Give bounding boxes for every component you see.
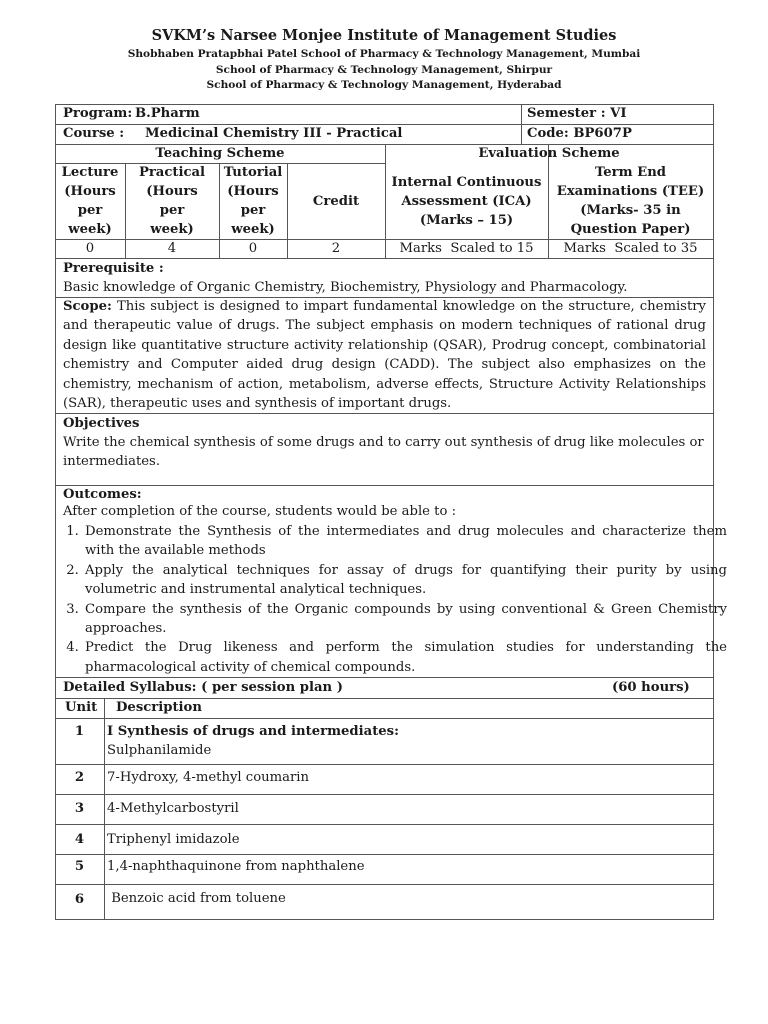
school-line-hyderabad: School of Pharmacy & Technology Management, Hyderabad xyxy=(206,79,562,91)
practical-value: 4 xyxy=(167,241,177,256)
unit-number: 4 xyxy=(74,832,85,847)
tee-header-line: Question Paper) xyxy=(570,222,691,237)
credit-value: 2 xyxy=(331,241,341,256)
table-border xyxy=(104,698,105,920)
tutorial-header-line: per xyxy=(240,203,266,218)
program-label: Program: xyxy=(63,106,133,121)
practical-header xyxy=(125,163,219,239)
credit-header: Credit xyxy=(312,193,360,209)
prerequisite-label: Prerequisite : xyxy=(63,261,164,276)
outcome-item: 3. Compare the synthesis of the Organic compounds by using conventional & Green Chemistry approaches. xyxy=(83,600,727,639)
course-label: Course : xyxy=(63,126,125,141)
table-border xyxy=(55,718,714,719)
unit-description: Benzoic acid from toluene xyxy=(107,891,286,906)
tutorial-header xyxy=(219,163,287,239)
program-value: B.Pharm xyxy=(135,106,200,121)
outcome-item: 2. Apply the analytical techniques for assay of drugs for quantifying their purity by using volumetric and instrumental analytical techniques. xyxy=(83,561,727,600)
unit-description: 1,4-naphthaquinone from naphthalene xyxy=(107,859,365,874)
unit-number: 6 xyxy=(74,892,85,907)
course-code: Code: BP607P xyxy=(527,126,632,141)
tee-header xyxy=(548,144,713,239)
unit-description: 7-Hydroxy, 4-methyl coumarin xyxy=(107,770,310,785)
outcomes-list xyxy=(63,522,727,677)
practical-header-line: per xyxy=(159,203,185,218)
unit-description: 4-Methylcarbostyril xyxy=(107,801,239,816)
prerequisite-text: Basic knowledge of Organic Chemistry, Biochemistry, Physiology and Pharmacology. xyxy=(63,280,628,295)
tee-header-line: (Marks- 35 in xyxy=(580,203,681,218)
unit-description: Sulphanilamide xyxy=(107,743,212,758)
lecture-header-line: per xyxy=(77,203,103,218)
table-border xyxy=(713,104,714,920)
table-border xyxy=(55,919,714,920)
unit-column-header: Unit xyxy=(65,700,98,715)
unit-number: 3 xyxy=(74,801,85,816)
syllabus-label: Detailed Syllabus: ( per session plan ) xyxy=(63,680,343,695)
lecture-header-line: Lecture xyxy=(61,165,119,180)
lecture-header-line: (Hours xyxy=(64,184,116,199)
unit-number: 5 xyxy=(74,859,85,874)
tutorial-header-line: week) xyxy=(231,222,275,237)
school-line-mumbai: Shobhaben Pratapbhai Patel School of Pharmacy & Technology Management, Mumbai xyxy=(127,48,641,60)
practical-header-line: Practical xyxy=(138,165,206,180)
tutorial-header-line: Tutorial xyxy=(223,165,283,180)
semester: Semester : VI xyxy=(527,106,627,121)
practical-header-line: (Hours xyxy=(146,184,198,199)
ica-value: Marks Scaled to 15 xyxy=(399,241,534,256)
lecture-header-line: week) xyxy=(68,222,112,237)
ica-header-line: Internal Continuous xyxy=(391,174,542,190)
ica-header-line: Assessment (ICA) xyxy=(401,193,532,209)
table-border xyxy=(521,104,522,144)
description-column-header: Description xyxy=(116,700,202,715)
table-border xyxy=(55,854,714,855)
unit1-heading: I Synthesis of drugs and intermediates: xyxy=(107,724,399,739)
outcomes-label: Outcomes: xyxy=(63,487,142,502)
school-line-shirpur: School of Pharmacy & Technology Management, Shirpur xyxy=(215,64,553,76)
tee-value: Marks Scaled to 35 xyxy=(563,241,698,256)
table-border xyxy=(55,485,714,486)
tee-header-line: Examinations (TEE) xyxy=(556,184,705,199)
table-border xyxy=(55,764,714,765)
practical-header-line: week) xyxy=(150,222,194,237)
unit-number: 2 xyxy=(74,770,85,785)
tutorial-header-line: (Hours xyxy=(227,184,279,199)
scope-text: This subject is designed to impart fundamental knowledge on the structure, chemistry and therapeutic value of drugs. The subject emphasis on modern techniques of rational drug design like quantitative structure activity relationship (QSAR), Prodrug concept, combinatorial chemistry and Computer aided drug design (CADD). The subject also emphasizes on the chemistry, mechanism of action, metabolism, adverse effects, Structure Activity Relationships (SAR), therapeutic uses and synthesis of important drugs. xyxy=(63,299,707,412)
unit-description: Triphenyl imidazole xyxy=(107,832,240,847)
outcomes-intro: After completion of the course, students would be able to : xyxy=(63,504,457,519)
objectives-label: Objectives xyxy=(63,416,140,431)
ica-header-line: (Marks – 15) xyxy=(419,212,514,228)
table-border xyxy=(55,794,714,795)
course-document-table xyxy=(55,104,727,920)
ica-header xyxy=(385,163,548,239)
teaching-scheme-title: Teaching Scheme xyxy=(155,146,285,161)
course-value: Medicinal Chemistry III - Practical xyxy=(145,126,403,141)
tee-header-line: Term End xyxy=(594,165,667,180)
objectives-text: Write the chemical synthesis of some drugs and to carry out synthesis of drug like molecules or intermediates. xyxy=(63,435,704,470)
lecture-header xyxy=(55,163,125,239)
outcome-item: 4. Predict the Drug likeness and perform the simulation studies for understanding the pharmacological activity of chemical compounds. xyxy=(83,638,727,677)
table-border xyxy=(55,884,714,885)
outcome-item: 1. Demonstrate the Synthesis of the intermediates and drug molecules and characterize them with the available methods xyxy=(83,522,727,561)
syllabus-hours: (60 hours) xyxy=(612,680,690,695)
evaluation-scheme-title: Evaluation Scheme xyxy=(478,146,620,161)
table-border xyxy=(55,824,714,825)
tutorial-value: 0 xyxy=(248,241,258,256)
scope-section xyxy=(63,297,706,413)
institute-title: SVKM’s Narsee Monjee Institute of Management Studies xyxy=(151,27,617,44)
lecture-value: 0 xyxy=(85,241,95,256)
scope-label: Scope: xyxy=(63,299,112,314)
unit-number: 1 xyxy=(74,724,85,739)
